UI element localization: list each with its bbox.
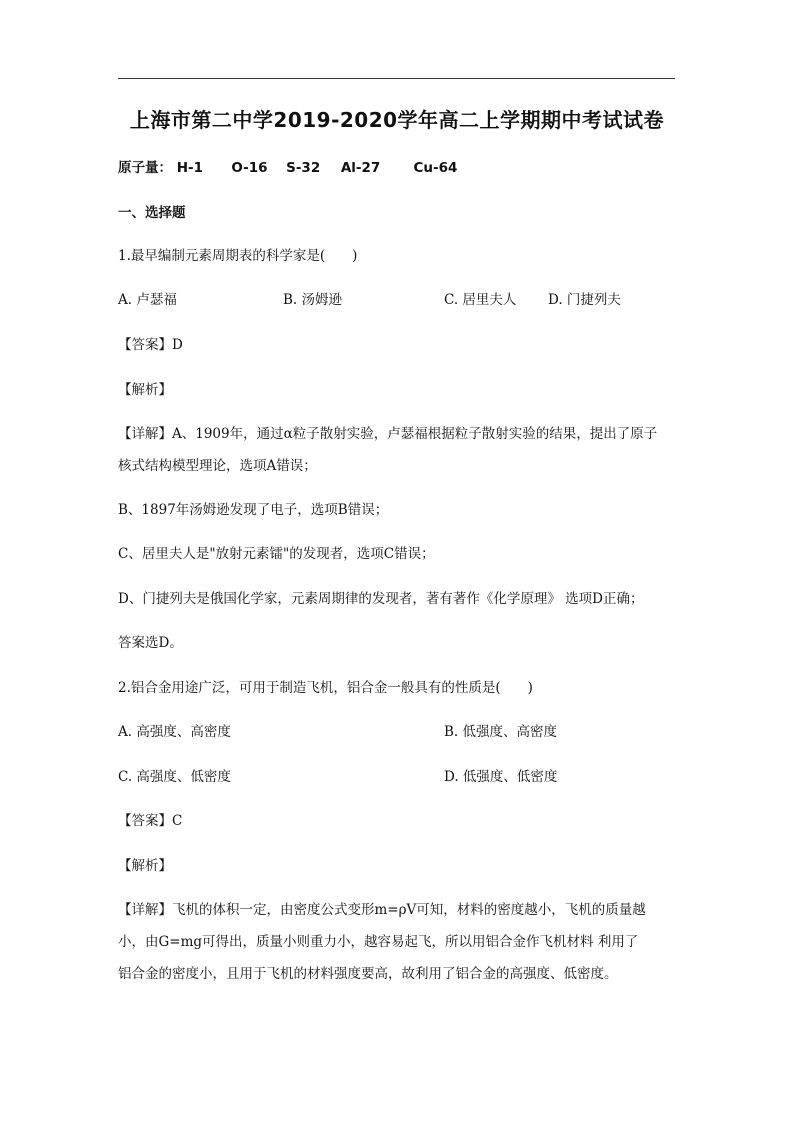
q2-analysis-heading: 【解析】: [118, 858, 172, 874]
atomic-mass-al: Al-27: [340, 160, 381, 176]
q1-detail-line-3: B、1897年汤姆逊发现了电子，选项B错误；: [118, 502, 389, 518]
q2-option-b: B. 低强度、高密度: [444, 724, 558, 740]
q2-detail-line-1: 【详解】飞机的体积一定，由密度公式变形m=ρV可知，材料的密度越小，飞机的质量越: [118, 902, 646, 918]
q2-stem: 2.铝合金用途广泛，可用于制造飞机，铝合金一般具有的性质是( ): [118, 680, 533, 696]
header-rule: [118, 78, 675, 79]
atomic-mass-h: H-1: [176, 160, 203, 176]
q1-detail-line-4: C、居里夫人是"放射元素镭"的发现者，选项C错误；: [118, 546, 435, 562]
atomic-mass-label: 原子量：: [118, 160, 172, 176]
q1-detail-line-2: 核式结构模型理论，选项A错误；: [118, 458, 317, 474]
atomic-mass-cu: Cu-64: [413, 160, 458, 176]
q1-option-a: A. 卢瑟福: [118, 292, 177, 308]
q2-option-a: A. 高强度、高密度: [118, 724, 231, 740]
q1-analysis-heading: 【解析】: [118, 382, 172, 398]
q2-detail-line-3: 铝合金的密度小，且用于飞机的材料强度要高，故利用了铝合金的高强度、低密度。: [118, 966, 618, 982]
q2-option-d: D. 低强度、低密度: [444, 769, 558, 785]
section-heading: 一、选择题: [118, 205, 186, 221]
page-title: 上海市第二中学2019-2020学年高二上学期期中考试试卷: [129, 108, 665, 132]
q2-detail-line-2: 小，由G=mg可得出，质量小则重力小，越容易起飞，所以用铝合金作飞机材料 利用了: [118, 934, 639, 950]
q2-answer: 【答案】C: [118, 813, 183, 829]
q2-option-c: C. 高强度、低密度: [118, 769, 231, 785]
q1-option-b: B. 汤姆逊: [283, 292, 343, 308]
atomic-mass-line: [118, 158, 457, 178]
q1-stem: 1.最早编制元素周期表的科学家是( ): [118, 248, 358, 264]
q1-option-c: C. 居里夫人: [444, 292, 517, 308]
q1-detail-line-5: D、门捷列夫是俄国化学家，元素周期律的发现者，著有著作《化学原理》 选项D正确；: [118, 591, 644, 607]
atomic-mass-o: O-16: [231, 160, 268, 176]
q1-detail-line-1: 【详解】A、1909年，通过α粒子散射实验，卢瑟福根据粒子散射实验的结果，提出了原子: [118, 426, 658, 442]
q1-answer: 【答案】D: [118, 337, 183, 353]
q1-detail-line-6: 答案选D。: [118, 635, 183, 651]
atomic-mass-s: S-32: [286, 160, 321, 176]
q1-option-d: D. 门捷列夫: [548, 292, 621, 308]
